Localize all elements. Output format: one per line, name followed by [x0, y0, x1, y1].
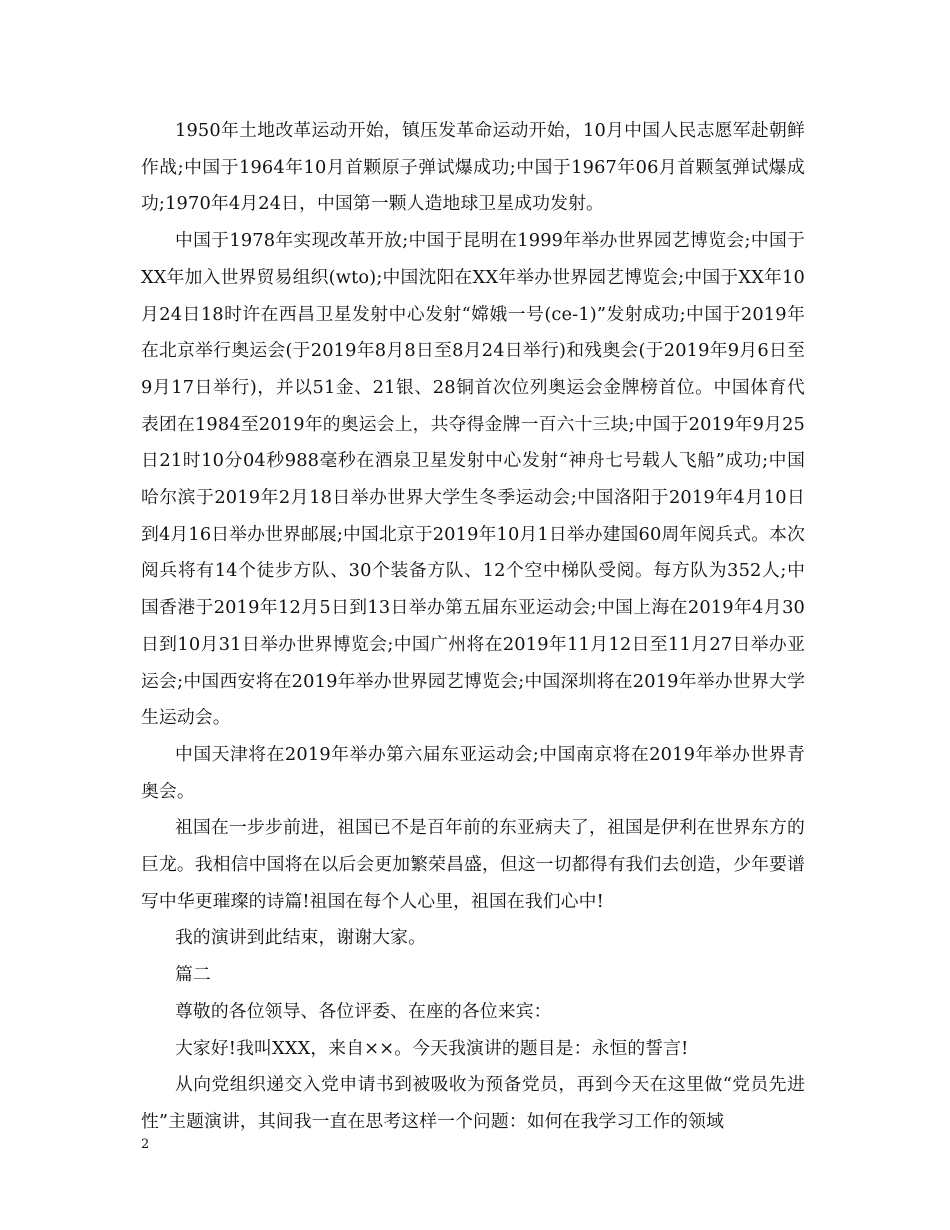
document-body: [141, 113, 805, 1141]
paragraph-history-1950s: 1950年土地改革运动开始，镇压发革命运动开始，10月中国人民志愿军赴朝鲜作战;中国于1964年10月首颗原子弹试爆成功;中国于1967年06月首颗氢弹试爆成功;1970年4月24日，中国第一颗人造地球卫星成功发射。: [141, 120, 805, 215]
paragraph-tianjin-nanjing: 中国天津将在2019年举办第六届东亚运动会;中国南京将在2019年举办世界青奥会。: [141, 743, 805, 802]
paragraph-major-events: 中国于1978年实现改革开放;中国于昆明在1999年举办世界园艺博览会;中国于XX年加入世界贸易组织(wto);中国沈阳在XX年举办世界园艺博览会;中国于XX年10月24日18时许在西昌卫星发射中心发射“嫦娥一号(ce-1)”发射成功;中国于2019年在北京举行奥运会(于2019年8月8日至8月24日举行)和残奥会(于2019年9月6日至9月17日举行)，并以51金、21银、28铜首次位列奥运会金牌榜首位。中国体育代表团在1984至2019年的奥运会上，共夺得金牌一百六十三块;中国于2019年9月25日21时10分04秒988毫秒在酒泉卫星发射中心发射“神舟七号载人飞船”成功;中国哈尔滨于2019年2月18日举办世界大学生冬季运动会;中国洛阳于2019年4月10日到4月16日举办世界邮展;中国北京于2019年10月1日举办建国60周年阅兵式。本次阅兵将有14个徒步方队、30个装备方队、12个空中梯队受阅。每方队为352人;中国香港于2019年12月5日到13日举办第五届东亚运动会;中国上海在2019年4月30日到10月31日举办世界博览会;中国广州将在2019年11月12日至11月27日举办亚运会;中国西安将在2019年举办世界园艺博览会;中国深圳将在2019年举办世界大学生运动会。: [141, 230, 805, 729]
paragraph-motherland: 祖国在一步步前进，祖国已不是百年前的东亚病夫了，祖国是伊利在世界东方的巨龙。我相信中国将在以后会更加繁荣昌盛，但这一切都得有我们去创造，少年要谱写中华更璀璨的诗篇!祖国在每个人心里，祖国在我们心中!: [141, 817, 805, 912]
section-heading-part-two: 篇二: [175, 964, 211, 986]
page-number: 2: [141, 1137, 150, 1152]
paragraph-greeting: 大家好!我叫XXX，来自××。今天我演讲的题目是：永恒的誓言!: [175, 1037, 689, 1059]
paragraph-closing: 我的演讲到此结束，谢谢大家。: [175, 927, 427, 949]
paragraph-salutation: 尊敬的各位领导、各位评委、在座的各位来宾：: [175, 1000, 552, 1022]
paragraph-party-reflection: 从向党组织递交入党申请书到被吸收为预备党员，再到今天在这里做“党员先进性”主题演讲，其间我一直在思考这样一个问题：如何在我学习工作的领域: [141, 1074, 805, 1132]
